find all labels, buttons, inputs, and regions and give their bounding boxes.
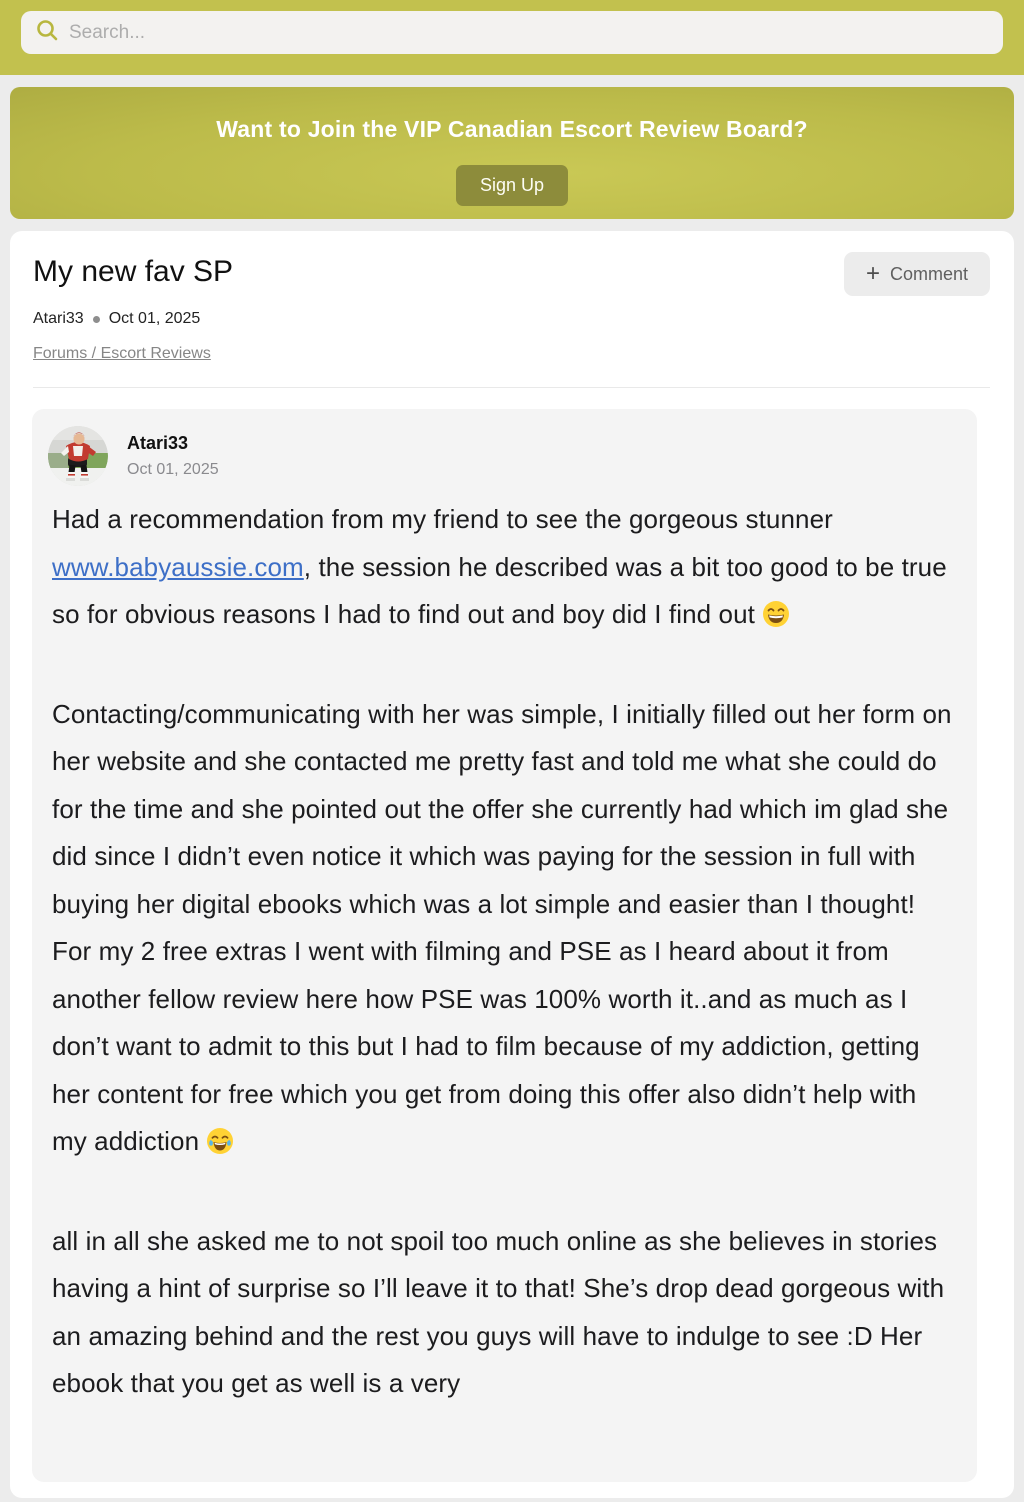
divider bbox=[33, 387, 990, 388]
breadcrumb[interactable]: Forums / Escort Reviews bbox=[33, 345, 211, 362]
post-author: Atari33 bbox=[127, 433, 189, 453]
vip-signup-banner bbox=[10, 87, 1014, 219]
banner-title: Want to Join the VIP Canadian Escort Review Board? bbox=[216, 116, 808, 142]
hockey-player-avatar[interactable] bbox=[48, 426, 108, 486]
top-header bbox=[0, 0, 1024, 75]
search-input[interactable] bbox=[69, 22, 989, 44]
dot-separator-icon bbox=[93, 316, 100, 323]
thread-date: Oct 01, 2025 bbox=[108, 310, 201, 327]
thread-title: My new fav SP bbox=[33, 255, 234, 288]
post-text: all in all she asked me to not spoil too much online as she believes in stories having a hint of surprise so I’ll leave it to that! She’s drop dead gorgeous with an amazing behind and the rest you guys will have to indulge to see :D Her ebook that you get as well is a very bbox=[52, 1225, 945, 1398]
post-text: Had a recommendation from my friend to see the gorgeous stunner bbox=[52, 504, 833, 534]
search-icon bbox=[35, 18, 59, 47]
post-date: Oct 01, 2025 bbox=[127, 461, 219, 478]
grinning-face-emoji-icon bbox=[762, 596, 790, 644]
comment-button-label: Comment bbox=[889, 263, 968, 284]
post-text: Contacting/communicating with her was simple, I initially filled out her form on her website and she contacted me pretty fast and told me what she could do for the time and she pointed out the offer she currently had which im glad she did since I didn’t even notice it which was paying for the session in full with buying her digital ebooks which was a lot simple and easier than I thought! For my 2 free extras I went with filming and PSE as I heard about it from another fellow review here how PSE was 100% worth it..and as much as I don’t want to admit to this but I had to film because of my addiction, getting her content for free which you get from doing this offer also didn’t help with my addiction bbox=[52, 698, 952, 1156]
post-paragraph bbox=[52, 496, 957, 644]
post-container bbox=[32, 409, 977, 1482]
post-paragraph bbox=[52, 691, 957, 1171]
post-paragraph bbox=[52, 1218, 957, 1408]
post-text: , the session he described was a bit too good to be true so for obvious reasons I had to find out and boy did I find out bbox=[52, 551, 947, 629]
joy-face-emoji-icon bbox=[206, 1123, 234, 1171]
thread-card bbox=[10, 231, 1014, 1498]
comment-button[interactable] bbox=[844, 252, 990, 296]
search-box[interactable] bbox=[21, 11, 1003, 54]
plus-icon: + bbox=[865, 260, 880, 287]
babyaussie-link[interactable]: www.babyaussie.com bbox=[52, 551, 304, 582]
post-header bbox=[48, 426, 977, 486]
sign-up-button[interactable]: Sign Up bbox=[456, 165, 568, 206]
thread-meta bbox=[33, 310, 200, 328]
thread-author: Atari33 bbox=[33, 310, 84, 327]
post-body bbox=[52, 496, 957, 1408]
post-author-block bbox=[127, 426, 219, 479]
